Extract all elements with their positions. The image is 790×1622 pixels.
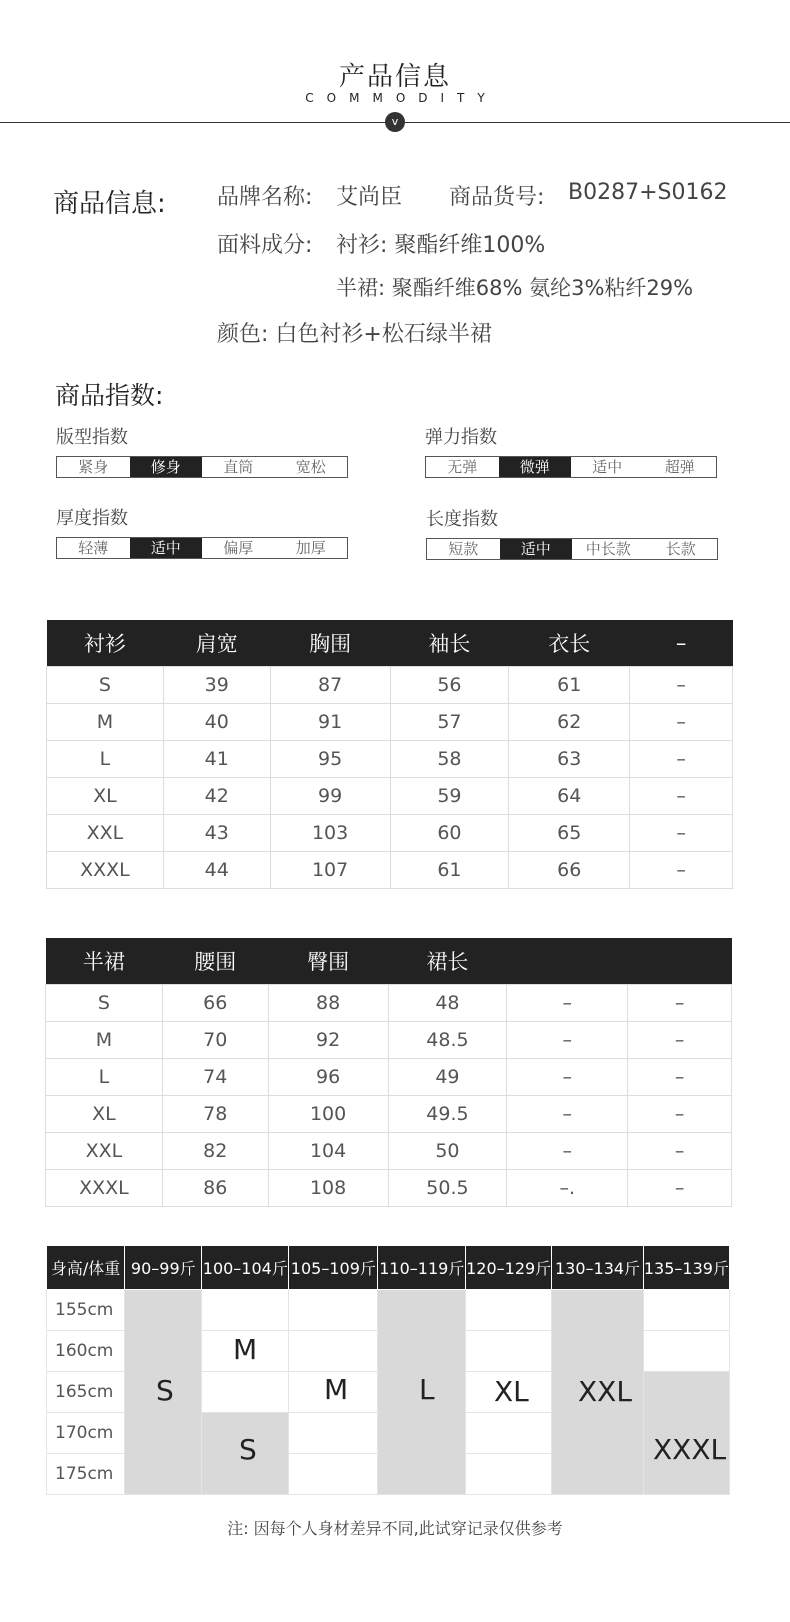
fit-gauge <box>56 423 348 478</box>
size-cell: L <box>46 1058 163 1095</box>
table-header-row <box>47 620 733 666</box>
size-cell: XL <box>47 777 164 814</box>
table-header-row <box>46 938 732 984</box>
column-header <box>628 938 732 984</box>
gauge-option-selected: 微弹 <box>499 457 572 477</box>
chevron-down-icon: v <box>385 112 405 132</box>
table-row <box>46 1169 732 1206</box>
table-row <box>46 1058 732 1095</box>
gauge-option: 超弹 <box>664 458 695 476</box>
gauge-scale <box>56 537 348 559</box>
sku-value: B0287+S0162 <box>568 180 728 205</box>
column-header <box>507 938 628 984</box>
gauge-option: 长款 <box>665 540 696 558</box>
measure-cell: – <box>507 1095 628 1132</box>
weight-header: 110–119斤 <box>378 1246 466 1290</box>
measure-cell: 44 <box>163 851 270 888</box>
measure-cell: 62 <box>509 703 630 740</box>
size-cell <box>202 1372 289 1413</box>
measure-cell: – <box>630 703 733 740</box>
table-row <box>46 1095 732 1132</box>
size-cell: XXL <box>47 814 164 851</box>
gauge-option-selected: 修身 <box>130 457 203 477</box>
skirt-size-table <box>45 938 732 1207</box>
fabric-skirt: 半裙: 聚酯纤维68% 氨纶3%粘纤29% <box>336 276 694 300</box>
height-cell: 160cm <box>47 1331 125 1372</box>
gauge-option: 偏厚 <box>223 539 254 557</box>
table-row <box>47 777 733 814</box>
measure-cell: – <box>507 1058 628 1095</box>
measure-cell: – <box>628 1169 732 1206</box>
measure-cell: 58 <box>390 740 509 777</box>
sku-label: 商品货号: <box>449 185 545 210</box>
measure-cell: 48.5 <box>388 1021 507 1058</box>
size-cell <box>466 1413 552 1454</box>
measure-cell: – <box>630 814 733 851</box>
gauge-option: 加厚 <box>295 539 326 557</box>
measure-cell: – <box>630 777 733 814</box>
measure-cell: 64 <box>509 777 630 814</box>
measure-cell: 49 <box>388 1058 507 1095</box>
size-cell: XXXL <box>46 1169 163 1206</box>
column-header: 腰围 <box>162 938 268 984</box>
gauge-label: 版型指数 <box>56 427 128 448</box>
measure-cell: – <box>628 1095 732 1132</box>
size-cell <box>466 1331 552 1372</box>
stretch-gauge <box>425 423 717 478</box>
size-label: XL <box>494 1375 529 1408</box>
table-row <box>47 740 733 777</box>
measure-cell: 87 <box>270 666 390 703</box>
size-label: S <box>156 1374 174 1407</box>
indices-heading: 商品指数: <box>55 381 164 410</box>
size-cell: XL <box>46 1095 163 1132</box>
size-cell: XXL <box>46 1132 163 1169</box>
weight-header: 135–139斤 <box>643 1246 729 1290</box>
size-cell <box>289 1290 378 1331</box>
measure-cell: 95 <box>270 740 390 777</box>
gauge-option: 宽松 <box>295 458 326 476</box>
size-label: M <box>233 1333 258 1366</box>
measure-cell: 108 <box>268 1169 388 1206</box>
measure-cell: – <box>507 1021 628 1058</box>
thickness-gauge <box>56 504 348 559</box>
column-header: 臀围 <box>268 938 388 984</box>
size-label: XXL <box>578 1375 632 1408</box>
measure-cell: 66 <box>509 851 630 888</box>
size-label: M <box>324 1373 349 1406</box>
brand-label: 品牌名称: <box>217 185 313 210</box>
measure-cell: 103 <box>270 814 390 851</box>
measure-cell: 65 <box>509 814 630 851</box>
measure-cell: – <box>630 666 733 703</box>
corner-header: 身高/体重 <box>47 1246 125 1290</box>
measure-cell: 39 <box>163 666 270 703</box>
size-label: L <box>419 1373 435 1406</box>
size-label: S <box>239 1433 257 1466</box>
table-row <box>47 666 733 703</box>
section-title: 产品信息 <box>338 62 451 92</box>
weight-header: 105–109斤 <box>289 1246 378 1290</box>
fabric-label: 面料成分: <box>217 233 313 258</box>
gauge-option-selected: 适中 <box>500 539 573 559</box>
length-gauge <box>426 505 718 560</box>
measure-cell: – <box>628 1058 732 1095</box>
column-header: 衬衫 <box>47 620 164 666</box>
size-cell <box>289 1413 378 1454</box>
measure-cell: 50 <box>388 1132 507 1169</box>
measure-cell: 88 <box>268 984 388 1021</box>
column-header: 肩宽 <box>163 620 270 666</box>
height-cell: 170cm <box>47 1413 125 1454</box>
weight-header: 90–99斤 <box>125 1246 202 1290</box>
measure-cell: 66 <box>162 984 268 1021</box>
info-heading: 商品信息: <box>53 189 166 219</box>
size-cell <box>202 1290 289 1331</box>
measure-cell: 70 <box>162 1021 268 1058</box>
gauge-option: 轻薄 <box>78 539 109 557</box>
table-row <box>46 984 732 1021</box>
size-cell <box>643 1331 729 1372</box>
measure-cell: – <box>507 984 628 1021</box>
size-label: XXXL <box>653 1433 727 1466</box>
measure-cell: 100 <box>268 1095 388 1132</box>
measure-cell: – <box>630 740 733 777</box>
measure-cell: – <box>630 851 733 888</box>
column-header: 半裙 <box>46 938 163 984</box>
measure-cell: 56 <box>390 666 509 703</box>
gauge-option: 短款 <box>448 540 479 558</box>
measure-cell: 86 <box>162 1169 268 1206</box>
size-recommend-table <box>46 1245 730 1495</box>
column-header: 袖长 <box>390 620 509 666</box>
size-cell: XXXL <box>47 851 164 888</box>
height-cell: 175cm <box>47 1454 125 1495</box>
measure-cell: 92 <box>268 1021 388 1058</box>
fabric-shirt: 衬衫: 聚酯纤维100% <box>336 233 546 258</box>
measure-cell: 41 <box>163 740 270 777</box>
gauge-label: 长度指数 <box>426 509 498 530</box>
gauge-scale <box>426 538 718 560</box>
measure-cell: –. <box>507 1169 628 1206</box>
measure-cell: – <box>628 984 732 1021</box>
size-cell: M <box>47 703 164 740</box>
height-cell: 155cm <box>47 1290 125 1331</box>
height-cell: 165cm <box>47 1372 125 1413</box>
table-header-row <box>47 1246 730 1290</box>
measure-cell: 61 <box>390 851 509 888</box>
measure-cell: 78 <box>162 1095 268 1132</box>
measure-cell: 107 <box>270 851 390 888</box>
column-header: 胸围 <box>270 620 390 666</box>
weight-header: 130–134斤 <box>552 1246 644 1290</box>
table-row <box>47 703 733 740</box>
size-cell: M <box>46 1021 163 1058</box>
measure-cell: 96 <box>268 1058 388 1095</box>
shirt-size-table <box>46 620 733 889</box>
measure-cell: 43 <box>163 814 270 851</box>
measure-cell: 63 <box>509 740 630 777</box>
measure-cell: 59 <box>390 777 509 814</box>
measure-cell: 61 <box>509 666 630 703</box>
gauge-option: 适中 <box>592 458 623 476</box>
measure-cell: 60 <box>390 814 509 851</box>
measure-cell: 48 <box>388 984 507 1021</box>
size-cell <box>643 1290 729 1331</box>
gauge-option: 中长款 <box>585 540 631 558</box>
size-cell <box>466 1290 552 1331</box>
table-row <box>47 814 733 851</box>
gauge-scale <box>425 456 717 478</box>
size-cell <box>289 1331 378 1372</box>
measure-cell: 99 <box>270 777 390 814</box>
measure-cell: – <box>507 1132 628 1169</box>
brand-value: 艾尚臣 <box>336 185 403 210</box>
gauge-label: 弹力指数 <box>425 427 497 448</box>
weight-header: 100–104斤 <box>202 1246 289 1290</box>
measure-cell: – <box>628 1021 732 1058</box>
gauge-label: 厚度指数 <box>56 508 128 529</box>
measure-cell: 91 <box>270 703 390 740</box>
footnote: 注: 因每个人身材差异不同,此试穿记录仅供参考 <box>227 1519 563 1538</box>
size-cell: L <box>47 740 164 777</box>
measure-cell: – <box>628 1132 732 1169</box>
gauge-option: 直筒 <box>223 458 254 476</box>
table-row <box>46 1021 732 1058</box>
measure-cell: 82 <box>162 1132 268 1169</box>
size-cell <box>289 1454 378 1495</box>
gauge-scale <box>56 456 348 478</box>
measure-cell: 57 <box>390 703 509 740</box>
measure-cell: 74 <box>162 1058 268 1095</box>
size-cell: S <box>47 666 164 703</box>
column-header: – <box>630 620 733 666</box>
measure-cell: 40 <box>163 703 270 740</box>
color-line: 颜色: 白色衬衫+松石绿半裙 <box>217 322 492 347</box>
gauge-option-selected: 适中 <box>130 538 203 558</box>
measure-cell: 104 <box>268 1132 388 1169</box>
measure-cell: 49.5 <box>388 1095 507 1132</box>
section-subtitle: COMMODITY <box>305 91 498 105</box>
gauge-option: 无弹 <box>447 458 478 476</box>
table-row <box>47 1290 730 1331</box>
gauge-option: 紧身 <box>78 458 109 476</box>
measure-cell: 50.5 <box>388 1169 507 1206</box>
table-row <box>47 851 733 888</box>
weight-header: 120–129斤 <box>466 1246 552 1290</box>
column-header: 衣长 <box>509 620 630 666</box>
measure-cell: 42 <box>163 777 270 814</box>
size-cell: S <box>46 984 163 1021</box>
column-header: 裙长 <box>388 938 507 984</box>
size-cell <box>466 1454 552 1495</box>
table-row <box>46 1132 732 1169</box>
